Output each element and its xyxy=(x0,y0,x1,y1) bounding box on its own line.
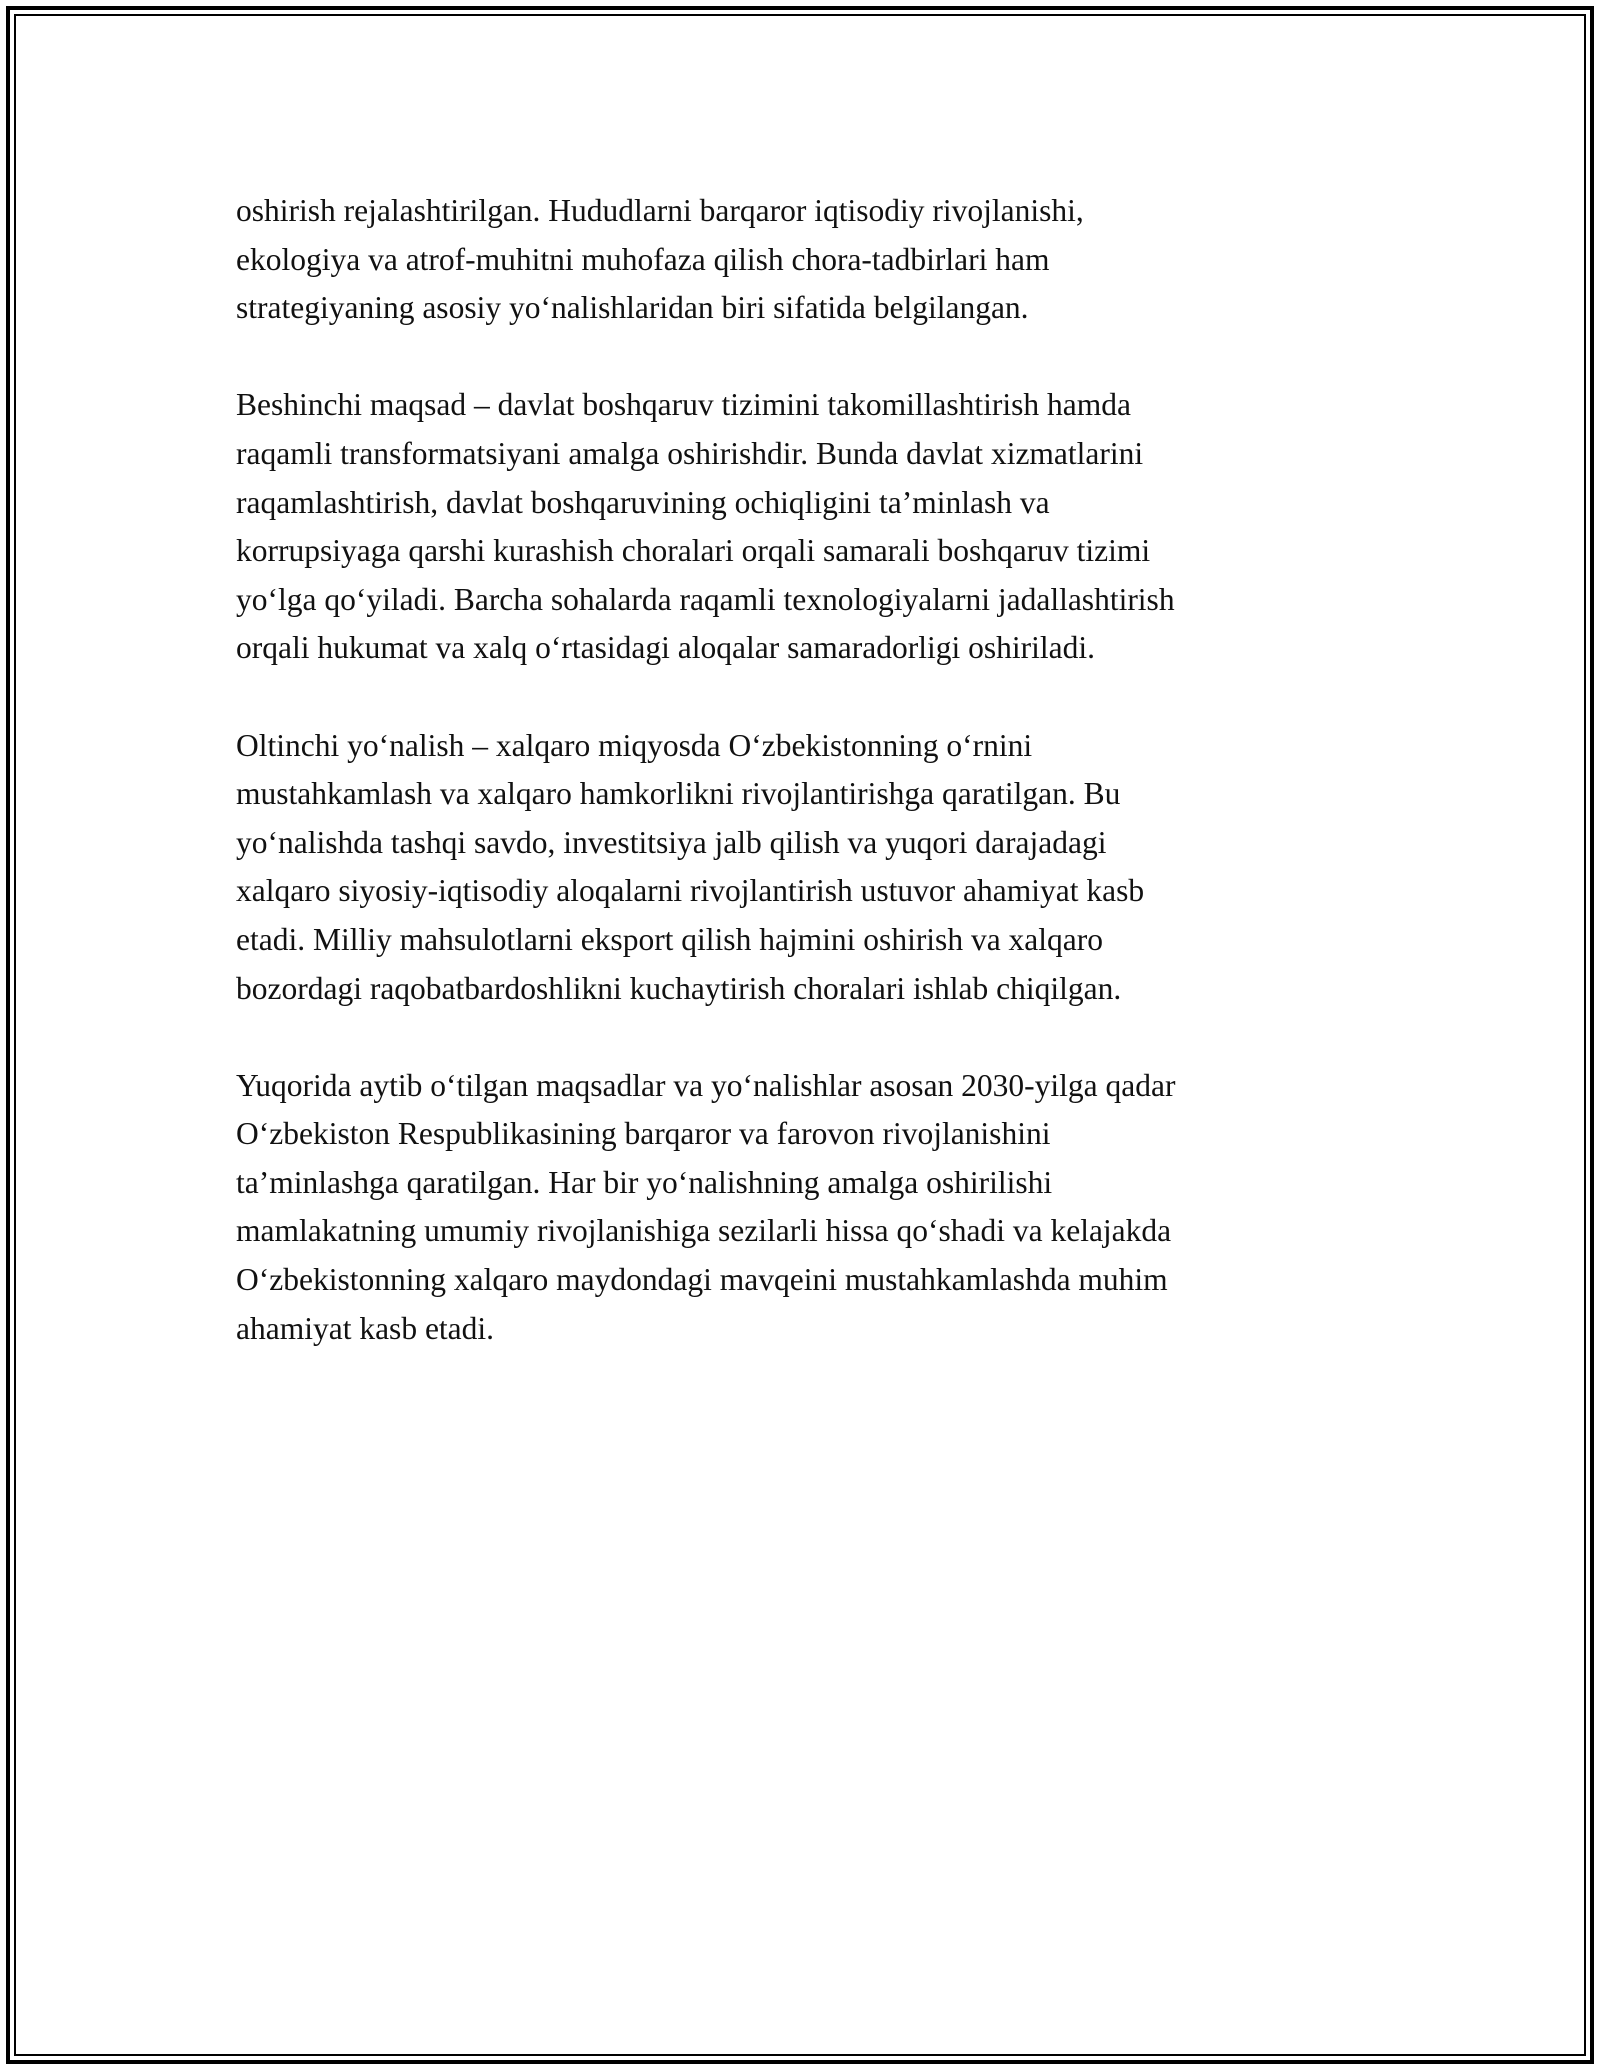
text-line: O‘zbekistonning xalqaro maydondagi mavqeini mustahkamlashda muhim xyxy=(236,1262,1168,1298)
text-line: bozordagi raqobatbardoshlikni kuchaytirish choralari ishlab chiqilgan. xyxy=(236,970,1122,1006)
text-line: yo‘lga qo‘yiladi. Barcha sohalarda raqamli texnologiyalarni jadallashtirish xyxy=(236,581,1175,617)
text-line: Yuqorida aytib o‘tilgan maqsadlar va yo‘nalishlar asosan 2030-yilga qadar xyxy=(236,1067,1176,1103)
paragraph-sixth-direction xyxy=(236,722,1366,1014)
document-body xyxy=(236,187,1366,1402)
paragraph-regional-development xyxy=(236,187,1366,333)
text-line: orqali hukumat va xalq o‘rtasidagi aloqalar samaradorligi oshiriladi. xyxy=(236,630,1095,666)
text-line: mustahkamlash va xalqaro hamkorlikni rivojlantirishga qaratilgan. Bu xyxy=(236,776,1121,812)
paragraph-fifth-goal xyxy=(236,381,1366,673)
text-line: raqamli transformatsiyani amalga oshirishdir. Bunda davlat xizmatlarini xyxy=(236,435,1144,471)
text-line: xalqaro siyosiy-iqtisodiy aloqalarni rivojlantirish ustuvor ahamiyat kasb xyxy=(236,873,1145,909)
text-line: mamlakatning umumiy rivojlanishiga sezilarli hissa qo‘shadi va kelajakda xyxy=(236,1213,1172,1249)
text-line: oshirish rejalashtirilgan. Hududlarni barqaror iqtisodiy rivojlanishi, xyxy=(236,193,1084,228)
text-line: ta’minlashga qaratilgan. Har bir yo‘nalishning amalga oshirilishi xyxy=(236,1164,1053,1200)
text-line: Oltinchi yo‘nalish – xalqaro miqyosda O‘zbekistonning o‘rnini xyxy=(236,727,1033,763)
paragraph-conclusion xyxy=(236,1062,1366,1354)
text-line: yo‘nalishda tashqi savdo, investitsiya jalb qilish va yuqori darajadagi xyxy=(236,824,1107,860)
text-line: ahamiyat kasb etadi. xyxy=(236,1310,495,1346)
text-line: raqamlashtirish, davlat boshqaruvining ochiqligini ta’minlash va xyxy=(236,484,1050,520)
text-line: korrupsiyaga qarshi kurashish choralari orqali samarali boshqaruv tizimi xyxy=(236,533,1151,569)
text-line: ekologiya va atrof-muhitni muhofaza qilish chora-tadbirlari ham xyxy=(236,241,1050,277)
text-line: strategiyaning asosiy yo‘nalishlaridan biri sifatida belgilangan. xyxy=(236,290,1029,326)
text-line: etadi. Milliy mahsulotlarni eksport qilish hajmini oshirish va xalqaro xyxy=(236,921,1104,957)
text-line: Beshinchi maqsad – davlat boshqaruv tizimini takomillashtirish hamda xyxy=(236,387,1131,423)
text-line: O‘zbekiston Respublikasining barqaror va farovon rivojlanishini xyxy=(236,1116,1051,1152)
